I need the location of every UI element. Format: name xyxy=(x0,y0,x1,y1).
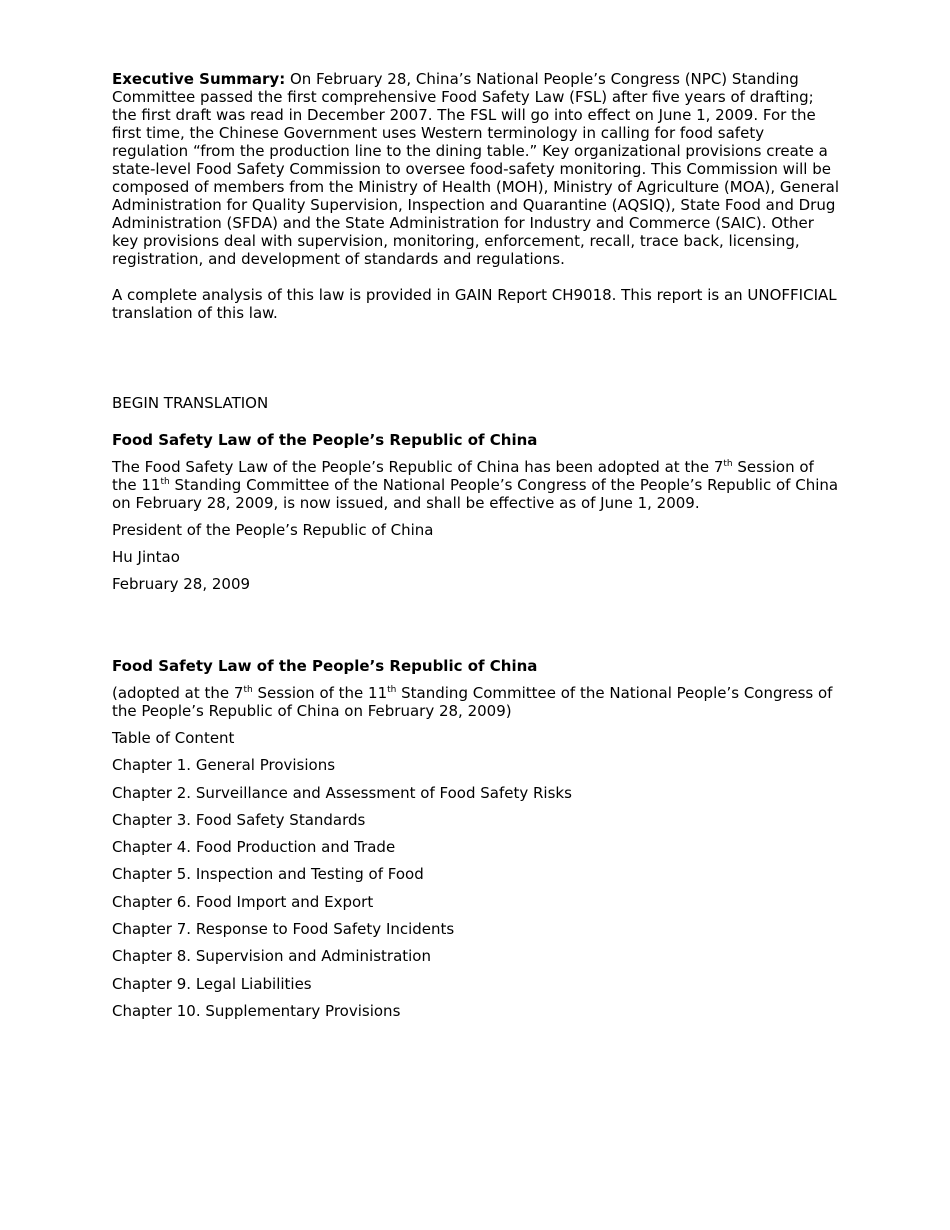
toc-chapter: Chapter 10. Supplementary Provisions xyxy=(112,1001,401,1020)
begin-translation: BEGIN TRANSLATION xyxy=(112,394,269,412)
toc-chapter: Chapter 3. Food Safety Standards xyxy=(112,810,366,829)
law-title-secondary: Food Safety Law of the People’s Republic of China xyxy=(112,657,538,675)
signatory-office: President of the People’s Republic of China xyxy=(112,521,434,539)
toc-chapter: Chapter 6. Food Import and Export xyxy=(112,892,374,911)
executive-summary-text: On February 28, China’s National People’s Congress (NPC) Standing Committee passed the first comprehensive Food Safety Law (FSL) after five years of drafting; the first draft was read in December 2007. The FSL will go into effect on June 1, 2009. For the first time, the Chinese Government uses Western terminology in calling for food safety regulation “from the production line to the dining table.” Key organizational provisions create a state-level Food Safety Commission to oversee food-safety monitoring. This Commission will be composed of members from the Ministry of Health (MOH), Ministry of Agriculture (MOA), General Administration for Quality Supervision, Inspection and Quarantine (AQSIQ), State Food and Drug Administration (SFDA) and the State Administration for Industry and Commerce (SAIC). Other key provisions deal with supervision, monitoring, enforcement, recall, trace back, licensing, registration, and development of standards and regulations. xyxy=(112,70,839,268)
document-page xyxy=(112,70,842,1029)
toc-chapter: Chapter 1. General Provisions xyxy=(112,756,336,775)
toc-chapter: Chapter 8. Supervision and Administration xyxy=(112,947,431,966)
table-of-contents xyxy=(112,729,842,1020)
toc-chapter: Chapter 4. Food Production and Trade xyxy=(112,838,396,857)
adopted-note: (adopted at the 7th Session of the 11th Standing Committee of the National People’s Congress of the People’s Republic of China on February 28, 2009) xyxy=(112,684,833,720)
toc-chapter: Chapter 5. Inspection and Testing of Food xyxy=(112,865,424,884)
law-title: Food Safety Law of the People’s Republic of China xyxy=(112,431,538,449)
toc-chapter: Chapter 7. Response to Food Safety Incidents xyxy=(112,920,455,939)
toc-chapter: Chapter 9. Legal Liabilities xyxy=(112,974,312,993)
adoption-statement: The Food Safety Law of the People’s Republic of China has been adopted at the 7th Session of the 11th Standing Committee of the National People’s Congress of the People’s Republic of China on February 28, 2009, is now issued, and shall be effective as of June 1, 2009. xyxy=(112,458,839,512)
toc-heading: Table of Content xyxy=(112,729,235,747)
signatory-name: Hu Jintao xyxy=(112,548,180,566)
analysis-note: A complete analysis of this law is provided in GAIN Report CH9018. This report is an UNOFFICIAL translation of this law. xyxy=(112,286,837,322)
signature-date: February 28, 2009 xyxy=(112,575,251,593)
executive-summary xyxy=(112,70,842,268)
toc-chapter: Chapter 2. Surveillance and Assessment of Food Safety Risks xyxy=(112,783,572,802)
executive-summary-label: Executive Summary: xyxy=(112,70,286,88)
